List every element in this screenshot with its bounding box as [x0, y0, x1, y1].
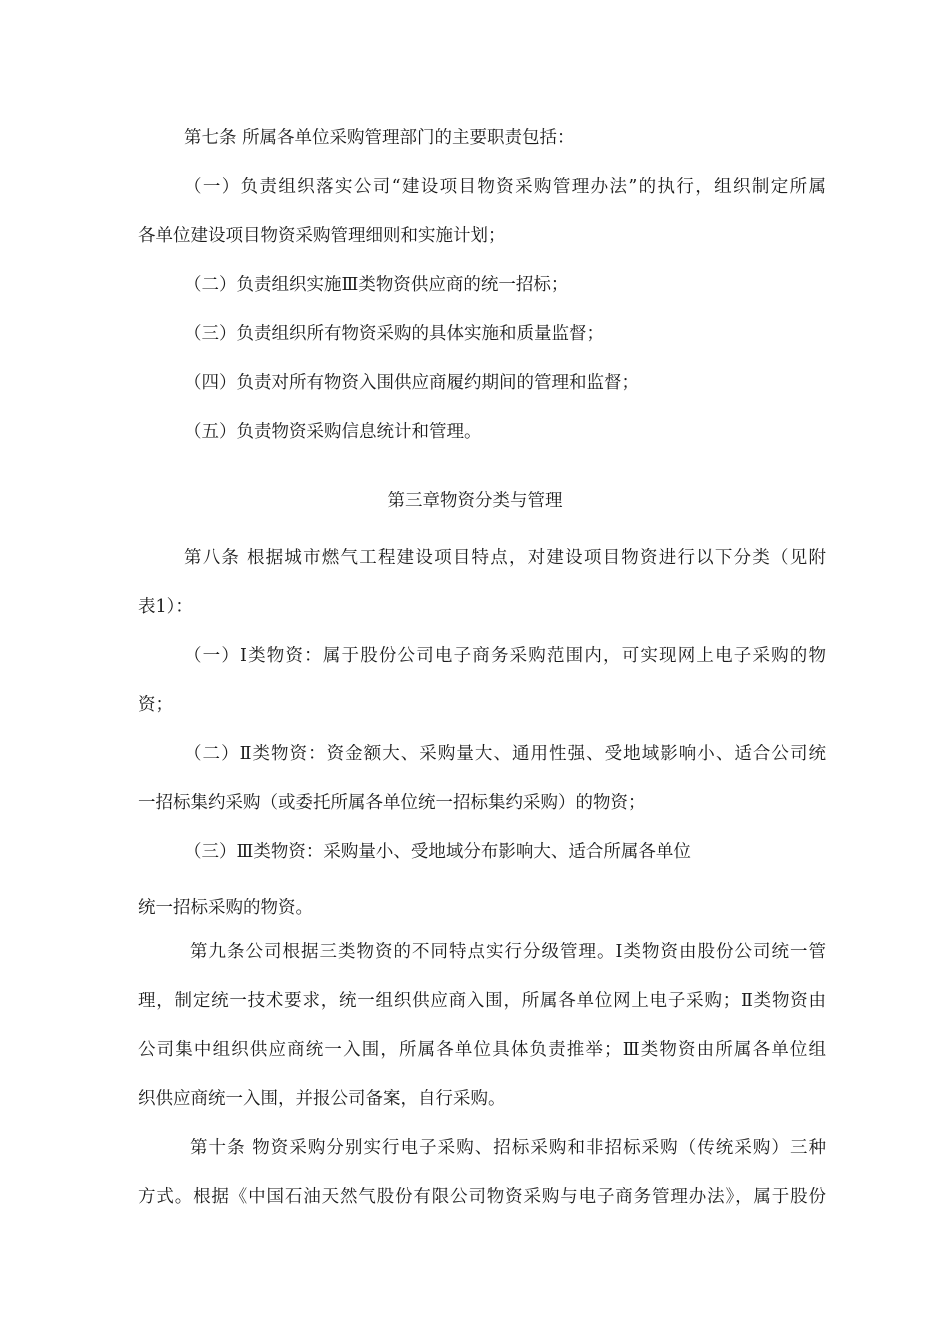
article-9-line-1: 第九条公司根据三类物资的不同特点实行分级管理。Ⅰ类物资由股份公司统一管 — [190, 942, 826, 962]
article-7-item-1 — [184, 163, 826, 212]
article-10-line-2: 方式。根据《中国石油天然气股份有限公司物资采购与电子商务管理办法》，属于股份 — [138, 1187, 826, 1207]
article-7-title: 第七条 所属各单位采购管理部门的主要职责包括： — [184, 128, 575, 148]
article-7-item-2: （二）负责组织实施Ⅲ类物资供应商的统一招标； — [184, 275, 569, 295]
article-9-line-3: 公司集中组织供应商统一入围，所属各单位具体负责推举；Ⅲ类物资由所属各单位组 — [138, 1040, 826, 1060]
article-7-item-3: （三）负责组织所有物资采购的具体实施和质量监督； — [184, 324, 604, 344]
article-8 — [184, 534, 826, 583]
article-9-line-4: 织供应商统一入围，并报公司备案，自行采购。 — [138, 1089, 506, 1109]
article-8-item-1-line-2: 资； — [138, 695, 173, 715]
article-8-cont — [138, 583, 826, 632]
chapter-3-heading: 第三章物资分类与管理 — [387, 491, 563, 511]
article-7-item-5: （五）负责物资采购信息统计和管理。 — [184, 422, 482, 442]
article-10-cont — [138, 1173, 826, 1222]
article-7-item-4: （四）负责对所有物资入围供应商履约期间的管理和监督； — [184, 373, 639, 393]
article-10-line-1: 第十条 物资采购分别实行电子采购、招标采购和非招标采购（传统采购）三种 — [190, 1138, 826, 1158]
article-8-line-1: 第八条 根据城市燃气工程建设项目特点，对建设项目物资进行以下分类（见附 — [184, 548, 826, 568]
article-9-line-2: 理，制定统一技术要求，统一组织供应商入围，所属各单位网上电子采购；Ⅱ类物资由 — [138, 991, 826, 1011]
article-7-item-1-line-1: （一）负责组织落实公司“建设项目物资采购管理办法”的执行，组织制定所属 — [184, 177, 826, 197]
article-8-line-2: 表1）： — [138, 597, 193, 617]
article-8-item-2-line-1: （二）Ⅱ类物资：资金额大、采购量大、通用性强、受地域影响小、适合公司统 — [184, 744, 826, 764]
article-8-item-2 — [184, 730, 826, 779]
article-7-item-1-cont — [138, 212, 826, 261]
article-8-item-1-line-1: （一）Ⅰ类物资：属于股份公司电子商务采购范围内，可实现网上电子采购的物 — [184, 646, 826, 666]
article-8-item-2-cont — [138, 779, 826, 828]
article-10 — [190, 1124, 826, 1173]
article-9 — [190, 928, 826, 977]
article-8-item-2-line-2: 一招标集约采购（或委托所属各单位统一招标集约采购）的物资； — [138, 793, 646, 813]
article-8-item-1-cont — [138, 681, 826, 730]
article-7-item-1-line-2: 各单位建设项目物资采购管理细则和实施计划； — [138, 226, 506, 246]
article-8-item-3-line-1: （三）Ⅲ类物资：采购量小、受地域分布影响大、适合所属各单位 — [184, 842, 691, 862]
article-8-item-3-line-2: 统一招标采购的物资。 — [138, 898, 313, 918]
article-8-item-1 — [184, 632, 826, 681]
article-9-cont — [138, 977, 826, 1124]
